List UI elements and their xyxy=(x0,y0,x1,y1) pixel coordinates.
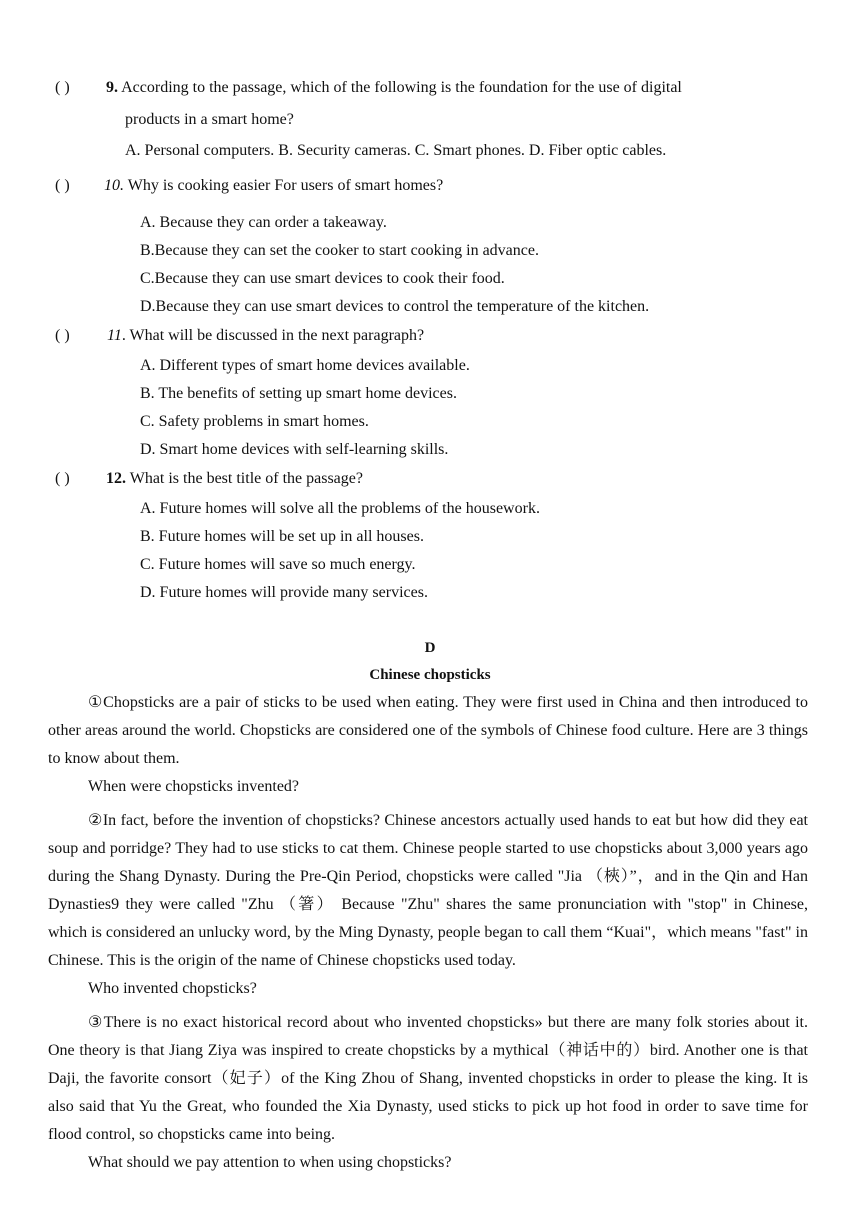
question-12-stem xyxy=(106,469,363,489)
paragraph-3: ③There is no exact historical record about who invented chopsticks» but there are many folk stories about it. One theory is that Jiang Ziya was inspired to create chopsticks by a mythical（神话中的）bird. Another one is that Daji, the favorite consort（妃子）of the King Zhou of Shang, invented chopsticks in order to please the king. It is also said that Yu the Great, who founded the Xia Dynasty, used sticks to pick up hot food in order to save time for flood control, so chopsticks came into being. xyxy=(48,1014,808,1143)
option: B.Because they can set the cooker to start cooking in advance. xyxy=(140,242,539,259)
question-number: 11 xyxy=(107,327,122,344)
question-text: According to the passage, which of the following is the foundation for the use of digital xyxy=(118,79,682,96)
question-number: 10. xyxy=(104,177,124,194)
question-9-stem-cont: products in a smart home? xyxy=(125,111,294,128)
answer-bracket[interactable]: ( ) xyxy=(55,327,70,344)
option: C. Future homes will save so much energy. xyxy=(140,556,416,573)
passage-title: Chinese chopsticks xyxy=(369,667,491,683)
section-letter: D xyxy=(424,640,436,656)
question-9-options: A. Personal computers. B. Security cameras. C. Smart phones. D. Fiber optic cables. xyxy=(125,142,667,159)
subheading-attention: What should we pay attention to when using chopsticks? xyxy=(88,1154,452,1171)
option: C. Safety problems in smart homes. xyxy=(140,413,369,430)
question-text: What is the best title of the passage? xyxy=(126,470,363,487)
passage-body xyxy=(48,689,808,1177)
answer-bracket[interactable]: ( ) xyxy=(55,470,70,487)
option: D.Because they can use smart devices to control the temperature of the kitchen. xyxy=(140,298,650,315)
option: D. Smart home devices with self-learning skills. xyxy=(140,441,449,458)
paragraph-1: ①Chopsticks are a pair of sticks to be used when eating. They were first used in China and then introduced to other areas around the world. Chopsticks are considered one of the symbols of Chinese food culture. Here are 3 things to know about them. xyxy=(48,694,808,767)
question-number: 9. xyxy=(106,79,118,96)
option: D. Future homes will provide many services. xyxy=(140,584,428,601)
option: A. Because they can order a takeaway. xyxy=(140,214,387,231)
option: C.Because they can use smart devices to cook their food. xyxy=(140,270,505,287)
answer-bracket[interactable]: ( ) xyxy=(55,79,70,96)
question-10-stem xyxy=(104,176,443,196)
question-9-stem xyxy=(106,78,682,98)
question-11-stem xyxy=(107,326,424,346)
option: A. Different types of smart home devices available. xyxy=(140,357,470,374)
answer-bracket[interactable]: ( ) xyxy=(55,177,70,194)
question-number: 12. xyxy=(106,470,126,487)
option: B. The benefits of setting up smart home devices. xyxy=(140,385,457,402)
subheading-who: Who invented chopsticks? xyxy=(88,980,257,997)
paragraph-2: ②In fact, before the invention of chopsticks? Chinese ancestors actually used hands to eat but how did they eat soup and porridge? They had to use sticks to cat them. Chinese people started to use chopsticks about 3,000 years ago during the Shang Dynasty. During the Pre-Qin Period, chopsticks were called "Jia （梜）”，and in the Qin and Han Dynasties9 they were called "Zhu （箸） Because "Zhu" shares the same pronunciation with "stop" in Chinese, which is considered an unlucky word, by the Ming Dynasty, people began to call them “Kuai"，which means "fast" in Chinese. This is the origin of the name of Chinese chopsticks used today. xyxy=(48,812,808,969)
option: B. Future homes will be set up in all houses. xyxy=(140,528,424,545)
option: A. Future homes will solve all the problems of the housework. xyxy=(140,500,540,517)
subheading-when: When were chopsticks invented? xyxy=(88,778,300,795)
question-text: . What will be discussed in the next paragraph? xyxy=(121,327,425,344)
question-text: Why is cooking easier For users of smart homes? xyxy=(124,177,444,194)
